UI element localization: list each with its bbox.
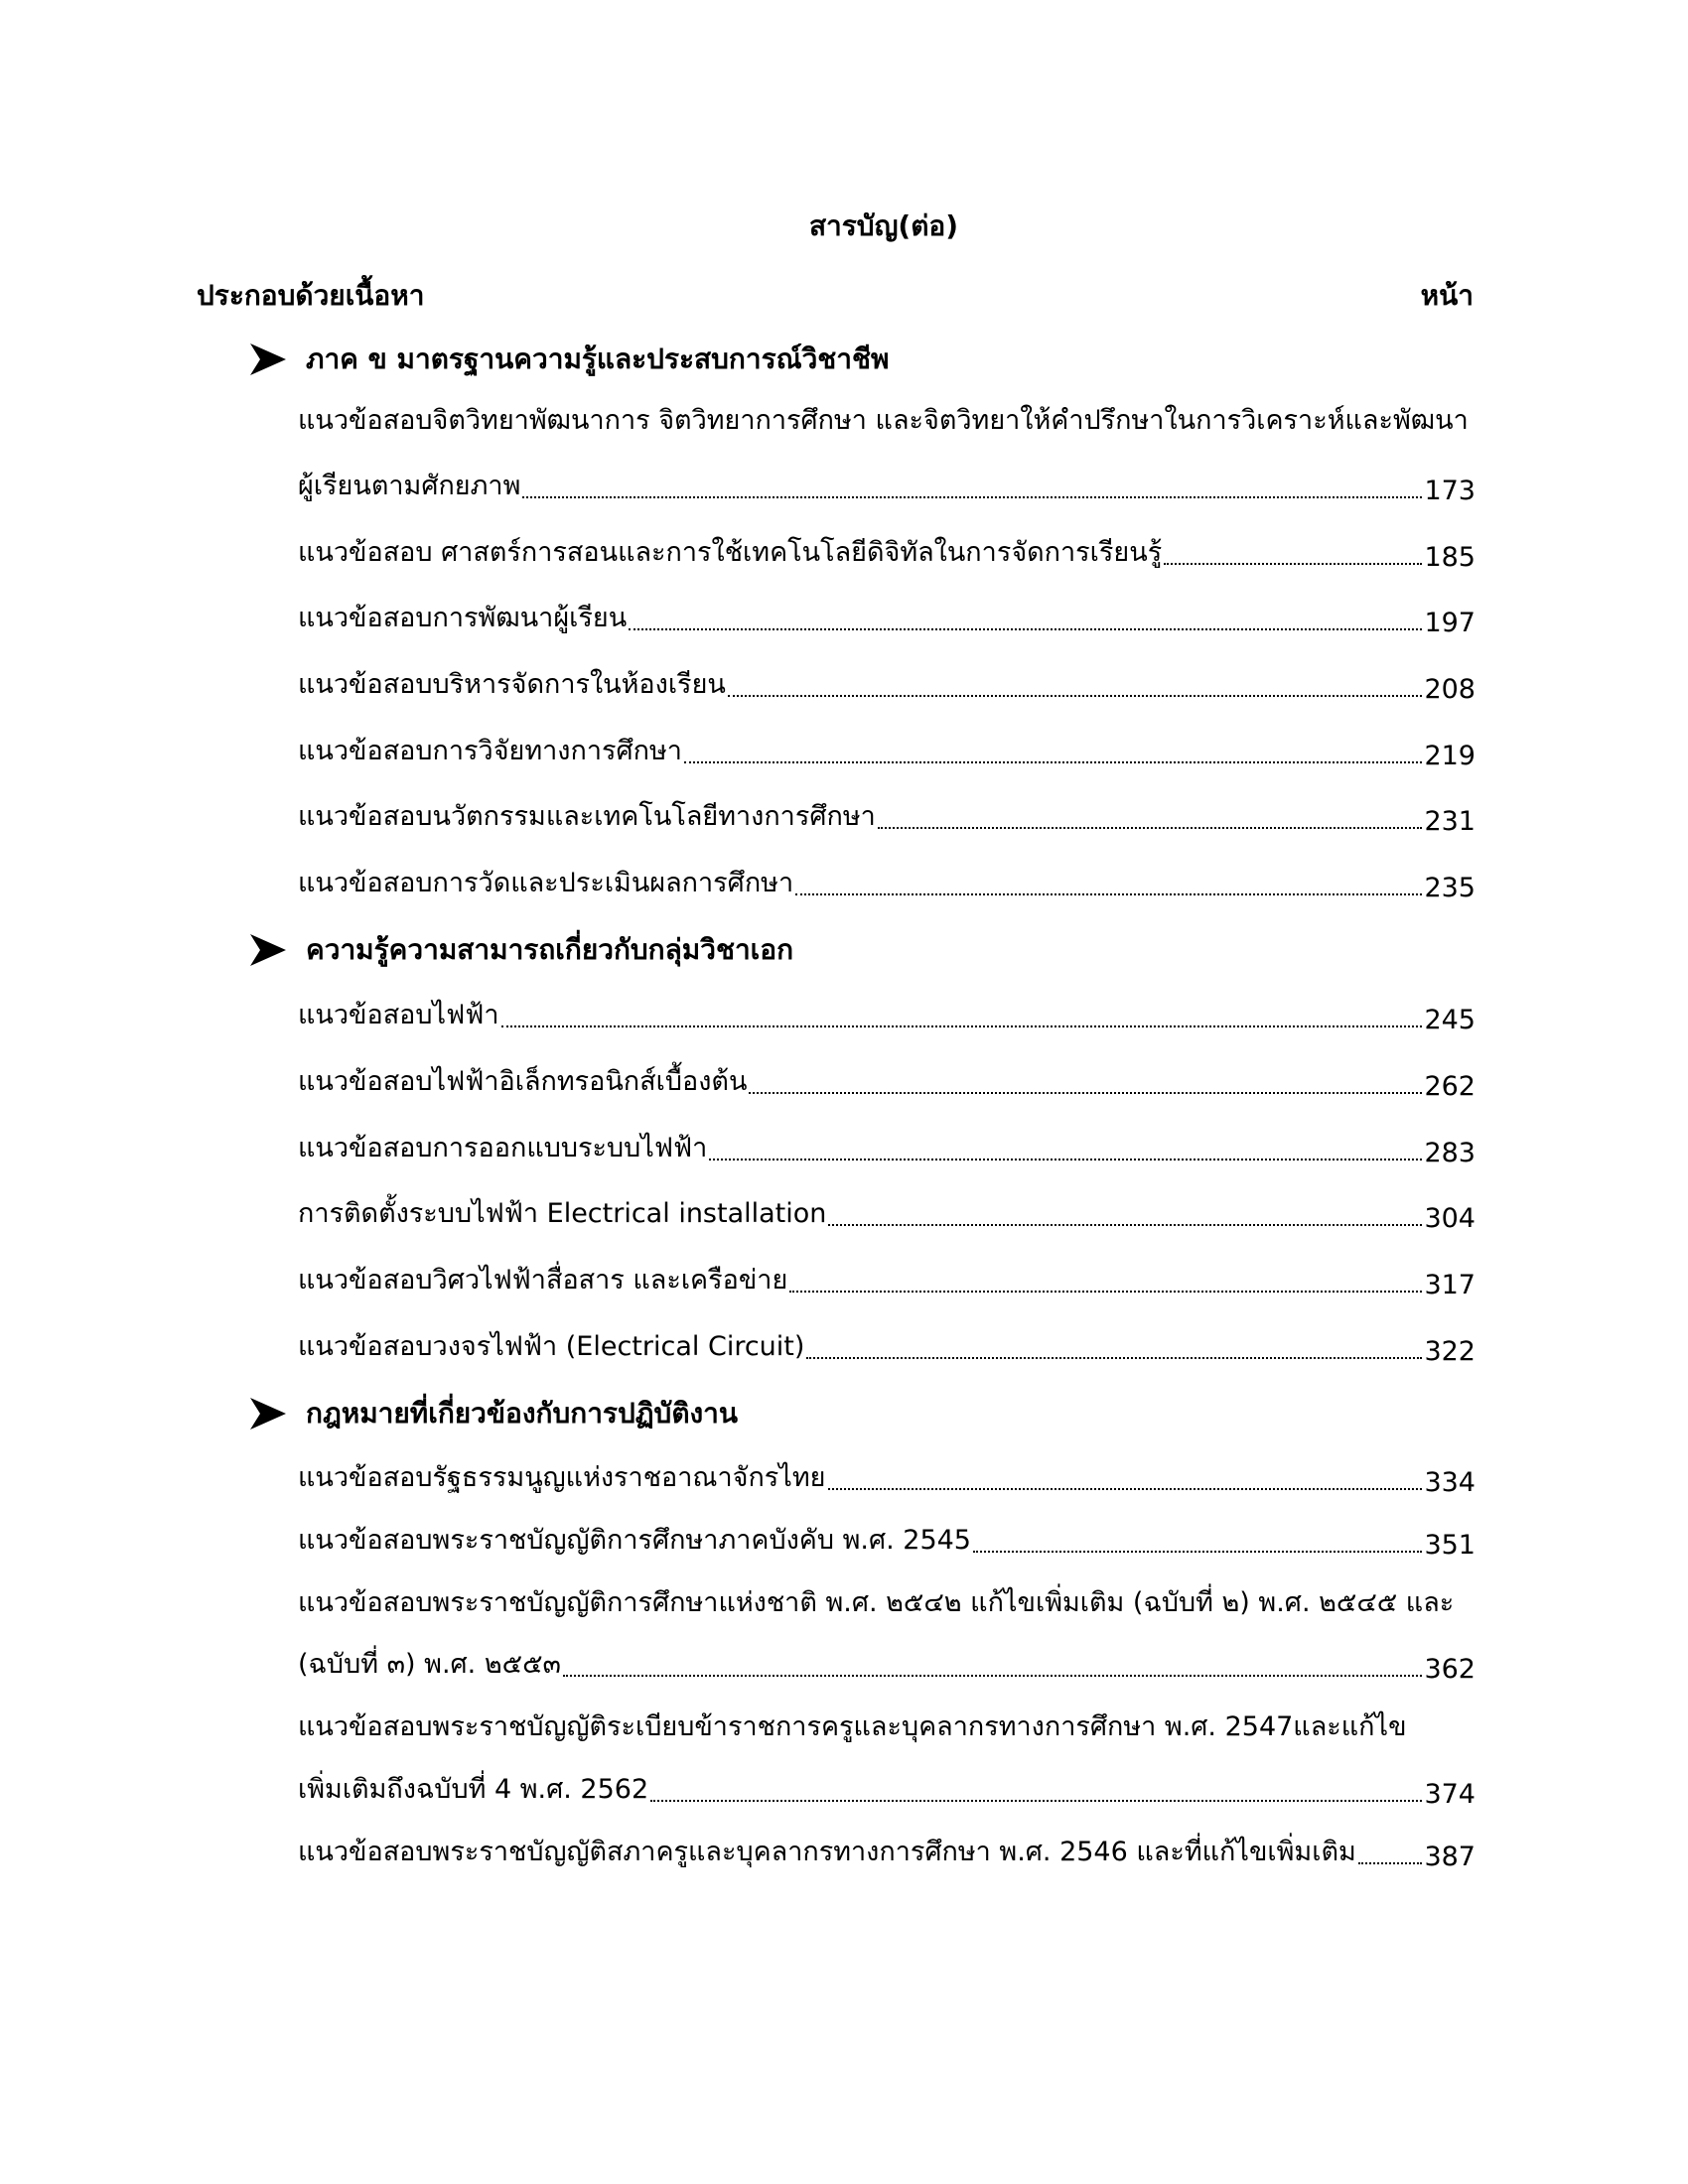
entry-text: แนวข้อสอบจิตวิทยาพัฒนาการ จิตวิทยาการศึกษา และจิตวิทยาให้คำปรึกษาในการวิเคราะห์และพัฒนา (298, 405, 1469, 436)
page-number: 334 (1424, 1467, 1476, 1498)
toc-entry[interactable] (298, 1458, 1476, 1498)
entry-text: แนวข้อสอบพระราชบัญญัติการศึกษาแห่งชาติ พ.ศ. ๒๕๔๒ แก้ไขเพิ่มเติม (ฉบับที่ ๒) พ.ศ. ๒๕๔๕ และ (298, 1587, 1455, 1618)
contents-header: ประกอบด้วยเนื้อหา (197, 279, 425, 312)
toc-entry[interactable] (298, 1327, 1476, 1367)
entry-text: แนวข้อสอบพระราชบัญญัติระเบียบข้าราชการครูและบุคลากรทางการศึกษา พ.ศ. 2547และแก้ไข (298, 1711, 1407, 1742)
entry-text: เพิ่มเติมถึงฉบับที่ 4 พ.ศ. 2562 (298, 1774, 649, 1805)
entry-text: (ฉบับที่ ๓) พ.ศ. ๒๕๕๓ (298, 1649, 561, 1680)
dot-leader (878, 827, 1423, 829)
section-heading (248, 928, 793, 972)
toc-entry[interactable] (298, 864, 1476, 903)
toc-entry[interactable] (298, 1261, 1476, 1300)
page-number: 235 (1424, 873, 1476, 903)
entry-text: แนวข้อสอบการพัฒนาผู้เรียน (298, 603, 628, 633)
toc-entry[interactable] (298, 1062, 1476, 1102)
section-label: ความรู้ความสามารถเกี่ยวกับกลุ่มวิชาเอก (306, 933, 794, 966)
dot-leader (629, 628, 1422, 630)
toc-entry[interactable] (298, 665, 1476, 705)
toc-entry-line[interactable] (298, 1707, 1476, 1747)
entry-text: แนวข้อสอบพระราชบัญญัติสภาครูและบุคลากรทางการศึกษา พ.ศ. 2546 และที่แก้ไขเพิ่มเติม (298, 1837, 1356, 1867)
section-heading (248, 1392, 738, 1435)
dot-leader (828, 1488, 1423, 1490)
toc-entry[interactable] (298, 1194, 1476, 1234)
page-number: 231 (1424, 806, 1476, 837)
dot-leader (709, 1159, 1422, 1160)
entry-text: แนวข้อสอบการออกแบบระบบไฟฟ้า (298, 1133, 708, 1163)
page-number: 197 (1424, 608, 1476, 638)
page-number: 322 (1424, 1336, 1476, 1367)
dot-leader (828, 1224, 1422, 1226)
page-number: 262 (1424, 1071, 1476, 1102)
arrow-bullet-icon (248, 1396, 288, 1432)
toc-entry[interactable] (298, 1770, 1476, 1810)
entry-text: ผู้เรียนตามศักยภาพ (298, 471, 521, 501)
dot-leader (563, 1675, 1422, 1677)
toc-entry[interactable] (298, 533, 1476, 573)
entry-text: แนวข้อสอบบริหารจัดการในห้องเรียน (298, 669, 726, 700)
arrow-bullet-icon (248, 932, 288, 968)
entry-text: แนวข้อสอบการวิจัยทางการศึกษา (298, 736, 682, 766)
dot-leader (789, 1291, 1422, 1293)
entry-text: แนวข้อสอบไฟฟ้าอิเล็กทรอนิกส์เบื้องต้น (298, 1066, 748, 1097)
page-number: 387 (1424, 1842, 1476, 1872)
section-label: ภาค ข มาตรฐานความรู้และประสบการณ์วิชาชีพ (306, 342, 890, 375)
toc-entry[interactable] (298, 797, 1476, 837)
page-number: 208 (1424, 674, 1476, 705)
toc-entry-line[interactable] (298, 1583, 1476, 1623)
dot-leader (650, 1800, 1422, 1802)
page-number: 173 (1424, 476, 1476, 506)
entry-text: แนวข้อสอบการวัดและประเมินผลการศึกษา (298, 868, 794, 898)
dot-leader (806, 1357, 1422, 1359)
toc-entry[interactable] (298, 1833, 1476, 1872)
arrow-bullet-icon (248, 341, 288, 377)
entry-text: การติดตั้งระบบไฟฟ้า Electrical installation (298, 1198, 827, 1229)
page-number: 185 (1424, 542, 1476, 573)
entry-text: แนวข้อสอบนวัตกรรมและเทคโนโลยีทางการศึกษา (298, 801, 876, 832)
section-heading (248, 338, 890, 381)
entry-text: แนวข้อสอบไฟฟ้า (298, 1000, 499, 1030)
dot-leader (749, 1092, 1422, 1094)
page-column-header: หน้า (1420, 279, 1474, 312)
dot-leader (522, 496, 1422, 498)
dot-leader (501, 1025, 1423, 1027)
dot-leader (973, 1551, 1422, 1553)
toc-entry[interactable] (298, 732, 1476, 771)
toc-entry[interactable] (298, 599, 1476, 638)
page-number: 317 (1424, 1270, 1476, 1300)
page-number: 283 (1424, 1138, 1476, 1168)
toc-entry[interactable] (298, 1521, 1476, 1561)
section-label: กฎหมายที่เกี่ยวข้องกับการปฏิบัติงาน (306, 1397, 739, 1430)
dot-leader (1358, 1862, 1423, 1864)
entry-text: แนวข้อสอบรัฐธรรมนูญแห่งราชอาณาจักรไทย (298, 1462, 826, 1493)
page-title: สารบัญ(ต่อ) (808, 209, 959, 242)
entry-text: แนวข้อสอบ ศาสตร์การสอนและการใช้เทคโนโลยีดิจิทัลในการจัดการเรียนรู้ (298, 537, 1163, 568)
dot-leader (684, 761, 1423, 763)
toc-entry[interactable] (298, 1129, 1476, 1168)
dot-leader (1164, 563, 1422, 565)
page-number: 351 (1424, 1530, 1476, 1561)
toc-entry[interactable] (298, 1645, 1476, 1685)
dot-leader (728, 695, 1423, 697)
page-number: 219 (1424, 741, 1476, 771)
toc-entry[interactable] (298, 996, 1476, 1035)
toc-entry[interactable] (298, 467, 1476, 506)
dot-leader (795, 893, 1422, 895)
page-number: 304 (1424, 1203, 1476, 1234)
toc-entry-line[interactable] (298, 401, 1476, 441)
entry-text: แนวข้อสอบวิศวไฟฟ้าสื่อสาร และเครือข่าย (298, 1265, 788, 1296)
entry-text: แนวข้อสอบวงจรไฟฟ้า (Electrical Circuit) (298, 1331, 805, 1362)
page-number: 374 (1424, 1779, 1476, 1810)
page-number: 245 (1424, 1005, 1476, 1035)
page-number: 362 (1424, 1654, 1476, 1685)
entry-text: แนวข้อสอบพระราชบัญญัติการศึกษาภาคบังคับ พ.ศ. 2545 (298, 1525, 971, 1556)
